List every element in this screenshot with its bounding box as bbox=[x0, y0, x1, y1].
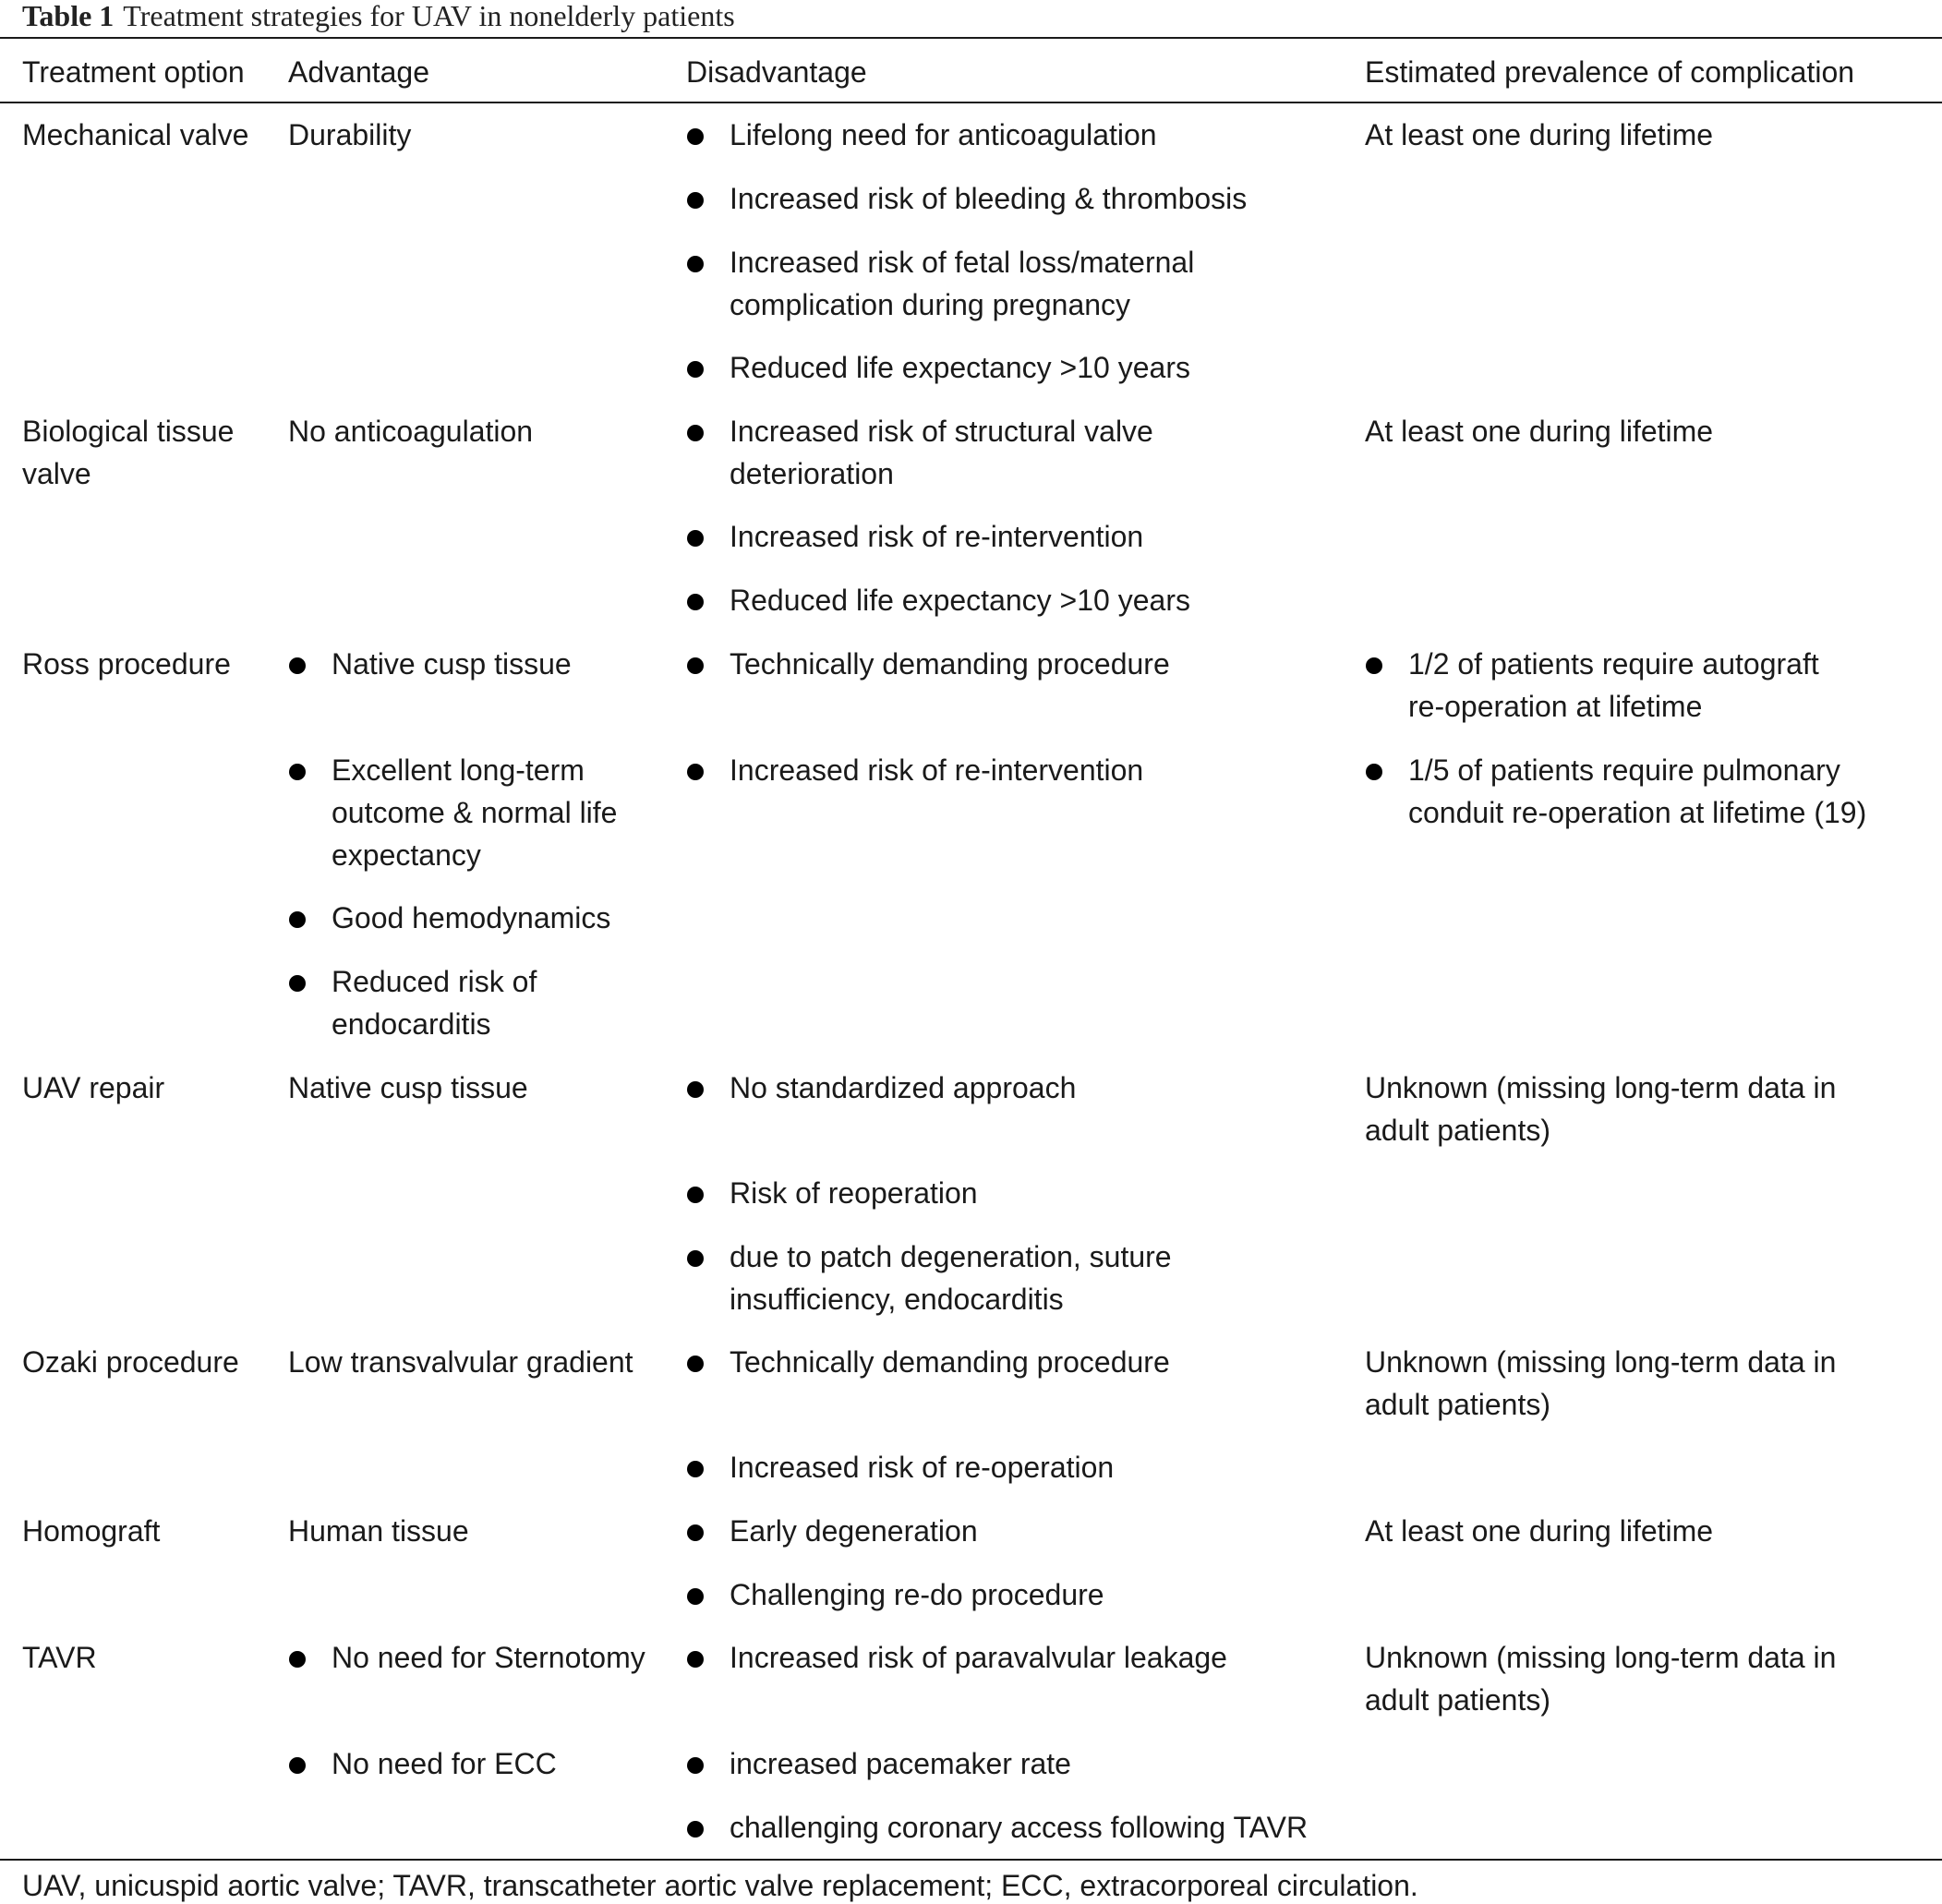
prevalence-line: adult patients) bbox=[1365, 1388, 1551, 1421]
cell-disadvantage-bullet bbox=[730, 346, 1190, 389]
bullet-text: Risk of reoperation bbox=[730, 1176, 978, 1210]
bullet-text: No need for ECC bbox=[332, 1747, 557, 1780]
cell-disadvantage-bullet bbox=[730, 1172, 978, 1214]
cell-prevalence: At least one during lifetime bbox=[1365, 1514, 1714, 1548]
cell-disadvantage-bullet bbox=[730, 1573, 1104, 1616]
bullet-text-line: outcome & normal life bbox=[332, 796, 618, 829]
cell-prevalence bbox=[1365, 1341, 1836, 1426]
cell-prevalence-bullet bbox=[1408, 749, 1866, 834]
bullet-text: Reduced life expectancy >10 years bbox=[730, 584, 1190, 617]
prevalence-line: Unknown (missing long-term data in bbox=[1365, 1641, 1837, 1674]
cell-prevalence bbox=[1365, 1066, 1836, 1151]
cell-advantage: Human tissue bbox=[288, 1514, 469, 1548]
bullet-text-line: endocarditis bbox=[332, 1007, 491, 1041]
bullet-text: No need for Sternotomy bbox=[332, 1641, 645, 1674]
cell-prevalence bbox=[1365, 1636, 1836, 1721]
table-label: Table 1 bbox=[22, 0, 115, 32]
cell-disadvantage-bullet bbox=[730, 1742, 1071, 1785]
bullet-text-line: conduit re-operation at lifetime (19) bbox=[1408, 796, 1867, 829]
column-header-advantage: Advantage bbox=[288, 55, 430, 89]
bullet-text: Increased risk of paravalvular leakage bbox=[730, 1641, 1227, 1674]
bullet-text-line: deterioration bbox=[730, 457, 894, 490]
cell-disadvantage-bullet bbox=[730, 1510, 978, 1552]
cell-disadvantage-bullet bbox=[730, 1341, 1170, 1383]
bullet-text: Lifelong need for anticoagulation bbox=[730, 118, 1157, 151]
bullet-text: due to patch degeneration, suture bbox=[730, 1240, 1172, 1273]
cell-disadvantage-bullet bbox=[730, 515, 1143, 558]
cell-disadvantage-bullet bbox=[730, 579, 1190, 621]
cell-disadvantage-bullet bbox=[730, 643, 1170, 685]
bullet-text-line: re-operation at lifetime bbox=[1408, 690, 1703, 723]
cell-option: Ozaki procedure bbox=[22, 1345, 239, 1379]
cell-option: Homograft bbox=[22, 1514, 161, 1548]
cell-prevalence: At least one during lifetime bbox=[1365, 415, 1714, 448]
cell-option: TAVR bbox=[22, 1641, 97, 1674]
option-line: Biological tissue bbox=[22, 415, 235, 448]
cell-advantage-bullet bbox=[332, 1742, 557, 1785]
table-footnote: UAV, unicuspid aortic valve; TAVR, transcatheter aortic valve replacement; ECC, extracorporeal circulation. bbox=[22, 1869, 1418, 1902]
prevalence-line: adult patients) bbox=[1365, 1114, 1551, 1147]
cell-disadvantage-bullet bbox=[730, 1806, 1308, 1849]
cell-disadvantage-bullet bbox=[730, 114, 1157, 156]
option-line: valve bbox=[22, 457, 91, 490]
cell-disadvantage-bullet bbox=[730, 410, 1153, 495]
column-header-prevalence: Estimated prevalence of complication bbox=[1365, 55, 1855, 89]
bullet-text: increased pacemaker rate bbox=[730, 1747, 1071, 1780]
cell-advantage: No anticoagulation bbox=[288, 415, 534, 448]
cell-disadvantage-bullet bbox=[730, 1446, 1114, 1488]
bullet-text: Technically demanding procedure bbox=[730, 1345, 1170, 1379]
cell-disadvantage-bullet bbox=[730, 1235, 1172, 1320]
bullet-text: 1/5 of patients require pulmonary bbox=[1408, 753, 1840, 787]
bullet-text: No standardized approach bbox=[730, 1071, 1077, 1104]
bullet-text: Reduced risk of bbox=[332, 965, 537, 998]
cell-advantage-bullet bbox=[332, 960, 537, 1045]
cell-advantage: Native cusp tissue bbox=[288, 1071, 528, 1104]
bullet-text: Increased risk of fetal loss/maternal bbox=[730, 246, 1195, 279]
cell-advantage-bullet bbox=[332, 749, 617, 876]
prevalence-line: Unknown (missing long-term data in bbox=[1365, 1071, 1837, 1104]
bullet-text: Technically demanding procedure bbox=[730, 647, 1170, 681]
bullet-text: Good hemodynamics bbox=[332, 901, 611, 934]
cell-disadvantage-bullet bbox=[730, 749, 1143, 791]
header-rule bbox=[0, 102, 1942, 103]
cell-advantage: Durability bbox=[288, 118, 412, 151]
column-header-treatment-option: Treatment option bbox=[22, 55, 245, 89]
cell-advantage: Low transvalvular gradient bbox=[288, 1345, 633, 1379]
bullet-text: Reduced life expectancy >10 years bbox=[730, 351, 1190, 384]
cell-disadvantage-bullet bbox=[730, 1636, 1227, 1679]
bullet-text: Increased risk of re-intervention bbox=[730, 753, 1144, 787]
bottom-rule bbox=[0, 1859, 1942, 1861]
bullet-text-line: insufficiency, endocarditis bbox=[730, 1283, 1064, 1316]
column-header-disadvantage: Disadvantage bbox=[686, 55, 867, 89]
cell-advantage-bullet bbox=[332, 643, 572, 685]
bullet-text: Increased risk of re-operation bbox=[730, 1451, 1115, 1484]
bullet-text: Challenging re-do procedure bbox=[730, 1578, 1104, 1611]
cell-disadvantage-bullet bbox=[730, 177, 1247, 220]
cell-disadvantage-bullet bbox=[730, 241, 1194, 326]
table-header-row bbox=[0, 37, 1942, 102]
cell-option: UAV repair bbox=[22, 1071, 165, 1104]
bullet-text: challenging coronary access following TAVR bbox=[730, 1811, 1309, 1844]
bullet-text: Increased risk of structural valve bbox=[730, 415, 1153, 448]
cell-prevalence-bullet bbox=[1408, 643, 1819, 728]
bullet-text: Early degeneration bbox=[730, 1514, 978, 1548]
bullet-text: 1/2 of patients require autograft bbox=[1408, 647, 1819, 681]
cell-option: Mechanical valve bbox=[22, 118, 249, 151]
cell-advantage-bullet bbox=[332, 1636, 645, 1679]
bullet-text: Native cusp tissue bbox=[332, 647, 572, 681]
bullet-text: Excellent long-term bbox=[332, 753, 585, 787]
prevalence-line: Unknown (missing long-term data in bbox=[1365, 1345, 1837, 1379]
bullet-text-line: expectancy bbox=[332, 838, 481, 872]
bullet-text: Increased risk of re-intervention bbox=[730, 520, 1144, 553]
cell-advantage-bullet bbox=[332, 897, 610, 939]
bullet-text-line: complication during pregnancy bbox=[730, 288, 1131, 321]
prevalence-line: adult patients) bbox=[1365, 1683, 1551, 1717]
cell-prevalence: At least one during lifetime bbox=[1365, 118, 1714, 151]
cell-option bbox=[22, 410, 234, 495]
table-title: Treatment strategies for UAV in nonelderly patients bbox=[123, 0, 735, 32]
cell-option: Ross procedure bbox=[22, 647, 231, 681]
table-caption bbox=[22, 0, 735, 31]
bullet-text: Increased risk of bleeding & thrombosis bbox=[730, 182, 1248, 215]
cell-disadvantage-bullet bbox=[730, 1066, 1076, 1109]
